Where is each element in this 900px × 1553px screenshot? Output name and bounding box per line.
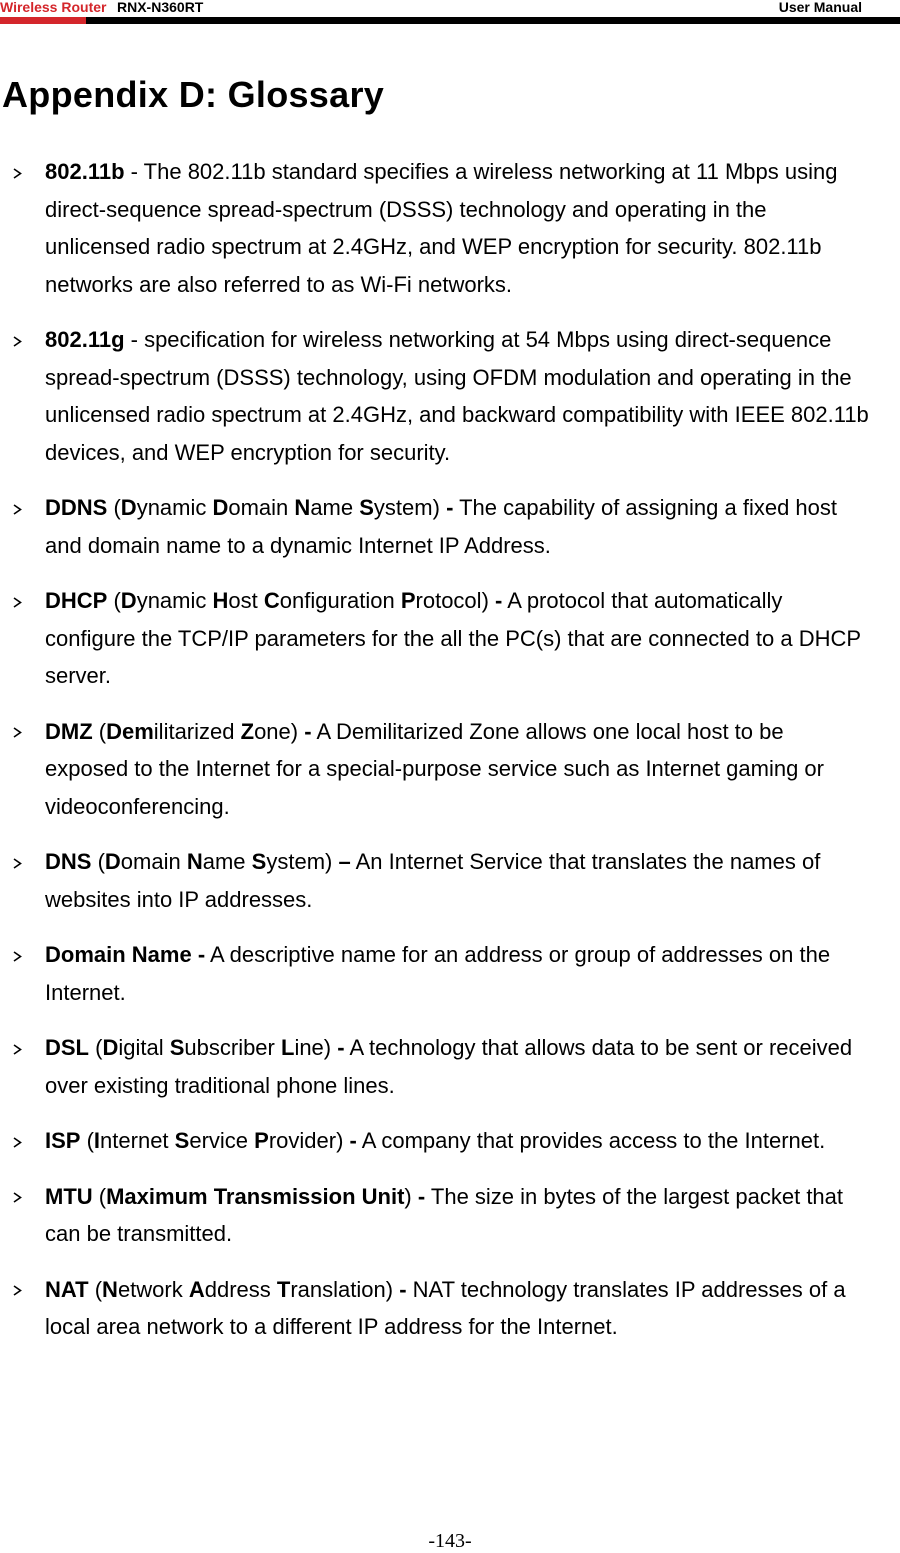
glossary-entry-dhcp: DHCP (Dynamic Host Configuration Protocol) - A protocol that automatically configure the TCP/IP parameters for the all the PC(s) that are connected to a DHCP server. <box>0 582 900 695</box>
glossary-definition: The capability of assigning a fixed host and domain name to a dynamic Internet IP Address. <box>45 495 837 558</box>
arrowhead-bullet-icon <box>8 1178 26 1216</box>
glossary-term: 802.11b <box>45 159 125 184</box>
arrowhead-bullet-icon <box>8 1122 26 1160</box>
glossary-term: ISP <box>45 1128 81 1153</box>
arrowhead-bullet-icon <box>8 153 26 191</box>
header-rule <box>0 17 900 24</box>
glossary-term: NAT <box>45 1276 89 1302</box>
glossary-definition: A company that provides access to the Internet. <box>356 1128 826 1153</box>
header-rule-red <box>0 17 86 24</box>
glossary-term: DNS <box>45 849 92 874</box>
header-rule-black <box>86 17 900 24</box>
glossary-list <box>0 153 900 1364</box>
arrowhead-bullet-icon <box>8 582 26 620</box>
glossary-entry-dmz: DMZ (Demilitarized Zone) - A Demilitarized Zone allows one local host to be exposed to the Internet for a special-purpose service such as Internet gaming or videoconferencing. <box>0 713 900 826</box>
glossary-entry-domain-name <box>0 936 900 1011</box>
header-doc-type: User Manual <box>778 0 862 15</box>
glossary-term: DSL <box>45 1035 89 1060</box>
glossary-term: MTU <box>45 1183 93 1209</box>
glossary-definition: - The 802.11b standard specifies a wireless networking at 11 Mbps using direct-sequence spread-spectrum (DSSS) technology and operating in the unlicensed radio spectrum at 2.4GHz, and WEP encryption for security. 802.11b networks are also referred to as Wi-Fi networks. <box>45 159 838 297</box>
header-brand: Wireless Router <box>0 0 107 15</box>
arrowhead-bullet-icon <box>8 1271 26 1309</box>
glossary-term: Domain Name - <box>45 942 206 967</box>
arrowhead-bullet-icon <box>8 1029 26 1067</box>
glossary-definition: An Internet Service that translates the names of websites into IP addresses. <box>45 849 821 912</box>
glossary-entry-ddns: DDNS (Dynamic Domain Name System) - The capability of assigning a fixed host and domain name to a dynamic Internet IP Address. <box>0 489 900 564</box>
page-number: -143- <box>428 1530 472 1552</box>
glossary-definition: A protocol that automatically configure the TCP/IP parameters for the all the PC(s) that are connected to a DHCP server. <box>45 588 861 688</box>
glossary-definition: - specification for wireless networking at 54 Mbps using direct-sequence spread-spectrum (DSSS) technology, using OFDM modulation and operating in the unlicensed radio spectrum at 2.4GHz, and backward compatibility with IEEE 802.11b devices, and WEP encryption for security. <box>45 327 869 465</box>
glossary-entry-isp: ISP (Internet Service Provider) - A company that provides access to the Internet. <box>0 1122 900 1160</box>
arrowhead-bullet-icon <box>8 936 26 974</box>
glossary-entry-dns: DNS (Domain Name System) – An Internet Service that translates the names of websites into IP addresses. <box>0 843 900 918</box>
page-header <box>0 0 900 24</box>
arrowhead-bullet-icon <box>8 489 26 527</box>
glossary-entry-dsl: DSL (Digital Subscriber Line) - A technology that allows data to be sent or received over existing traditional phone lines. <box>0 1029 900 1104</box>
arrowhead-bullet-icon <box>8 713 26 751</box>
arrowhead-bullet-icon <box>8 843 26 881</box>
page-title: Appendix D: Glossary <box>2 74 385 115</box>
glossary-term: DDNS <box>45 495 108 520</box>
glossary-term: 802.11g <box>45 327 125 352</box>
header-model: RNX-N360RT <box>117 0 204 15</box>
glossary-definition: A technology that allows data to be sent or received over existing traditional phone lines. <box>45 1035 853 1098</box>
glossary-entry-nat: NAT (Network Address Translation) - NAT technology translates IP addresses of a local area network to a different IP address for the Internet. <box>0 1271 900 1346</box>
glossary-definition: The size in bytes of the largest packet that can be transmitted. <box>45 1183 844 1246</box>
arrowhead-bullet-icon <box>8 321 26 359</box>
glossary-term: DHCP <box>45 588 108 613</box>
glossary-entry-802-11b <box>0 153 900 303</box>
glossary-definition: NAT technology translates IP addresses of a local area network to a different IP address for the Internet. <box>45 1276 846 1339</box>
glossary-entry-mtu: MTU (Maximum Transmission Unit) - The size in bytes of the largest packet that can be transmitted. <box>0 1178 900 1253</box>
glossary-entry-802-11g <box>0 321 900 471</box>
glossary-definition: A descriptive name for an address or group of addresses on the Internet. <box>45 942 831 1005</box>
glossary-definition: A Demilitarized Zone allows one local host to be exposed to the Internet for a special-purpose service such as Internet gaming or videoconferencing. <box>45 718 824 819</box>
glossary-term: DMZ <box>45 718 93 744</box>
